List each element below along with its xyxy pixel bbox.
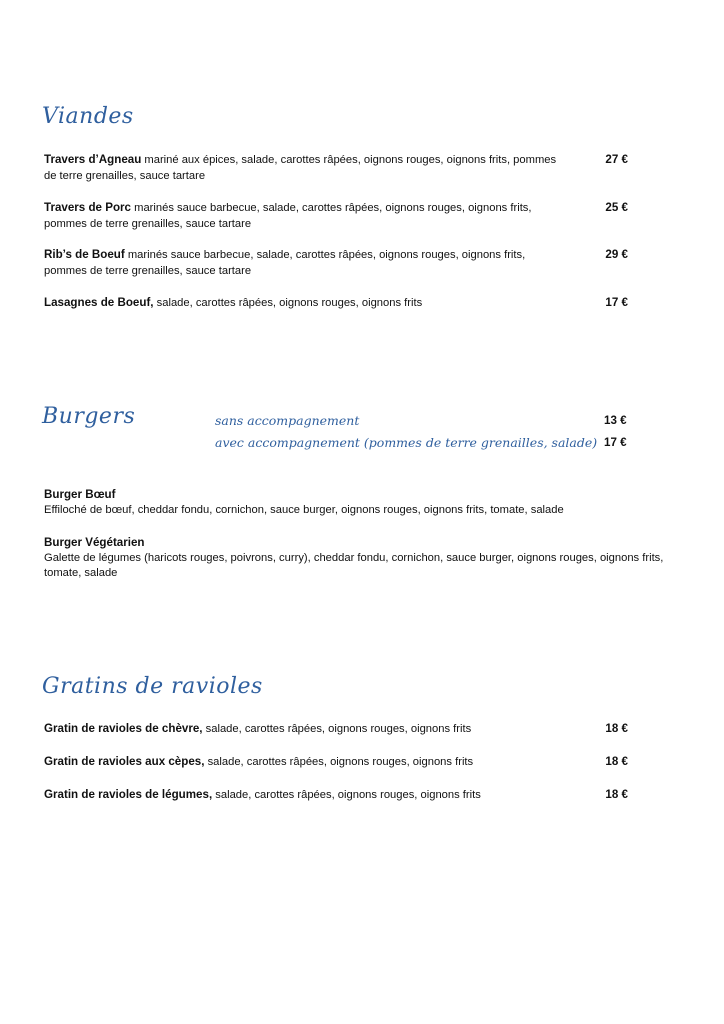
item-name: Burger Bœuf [44, 488, 116, 501]
section-title-burgers: Burgers [42, 404, 136, 429]
item-description: salade, carottes râpées, oignons rouges, oignons frits [153, 297, 423, 309]
menu-item-ribs-boeuf [44, 247, 644, 279]
section-title-viandes: Viandes [42, 104, 134, 129]
item-description: salade, carottes râpées, oignons rouges, oignons frits [212, 789, 481, 801]
item-price: 18 € [605, 755, 628, 768]
item-name: Travers d’Agneau [44, 153, 142, 166]
item-description: mariné aux épices, salade, carottes râpées, oignons rouges, oignons frits, pommes de terre grenailles, sauce tartare [44, 154, 557, 182]
menu-item-burger-boeuf [44, 487, 684, 518]
item-description: Galette de légumes (haricots rouges, poivrons, curry), cheddar fondu, cornichon, sauce burger, oignons rouges, oignons frits, tomate, salade [44, 551, 664, 579]
item-description: Effiloché de bœuf, cheddar fondu, cornichon, sauce burger, oignons rouges, oignons frits, tomate, salade [44, 503, 564, 516]
item-name: Travers de Porc [44, 201, 132, 214]
menu-item-gratin-chevre [44, 721, 644, 738]
menu-item-burger-vegetarien [44, 535, 684, 582]
menu-item-gratin-cepes [44, 754, 644, 771]
item-name: Lasagnes de Boeuf, [44, 296, 154, 309]
item-name: Gratin de ravioles aux cèpes, [44, 755, 205, 768]
item-name: Gratin de ravioles de chèvre, [44, 722, 203, 735]
item-price: 29 € [605, 248, 628, 261]
item-name: Rib’s de Boeuf [44, 248, 125, 261]
menu-item-travers-porc [44, 200, 644, 232]
burger-option-price: 13 € [604, 414, 627, 427]
item-price: 17 € [605, 296, 628, 309]
item-description: marinés sauce barbecue, salade, carottes râpées, oignons rouges, oignons frits, pommes de terre grenailles, sauce tartare [44, 249, 526, 277]
item-price: 18 € [605, 788, 628, 801]
item-description: salade, carottes râpées, oignons rouges, oignons frits [204, 756, 474, 768]
menu-item-travers-agneau [44, 152, 644, 184]
burger-option-sans-accompagnement: sans accompagnement [215, 413, 360, 428]
menu-item-lasagnes-boeuf [44, 295, 644, 312]
burger-option-price: 17 € [604, 436, 627, 449]
section-title-gratins: Gratins de ravioles [42, 674, 263, 699]
menu-item-gratin-legumes [44, 787, 644, 804]
item-name: Burger Végétarien [44, 536, 145, 549]
item-price: 27 € [605, 153, 628, 166]
item-description: salade, carottes râpées, oignons rouges, oignons frits [202, 723, 472, 735]
item-description: marinés sauce barbecue, salade, carottes râpées, oignons rouges, oignons frits, pommes de terre grenailles, sauce tartare [44, 202, 532, 230]
item-price: 18 € [605, 722, 628, 735]
burger-option-avec-accompagnement: avec accompagnement (pommes de terre grenailles, salade) [215, 435, 598, 450]
item-name: Gratin de ravioles de légumes, [44, 788, 213, 801]
item-price: 25 € [605, 201, 628, 214]
